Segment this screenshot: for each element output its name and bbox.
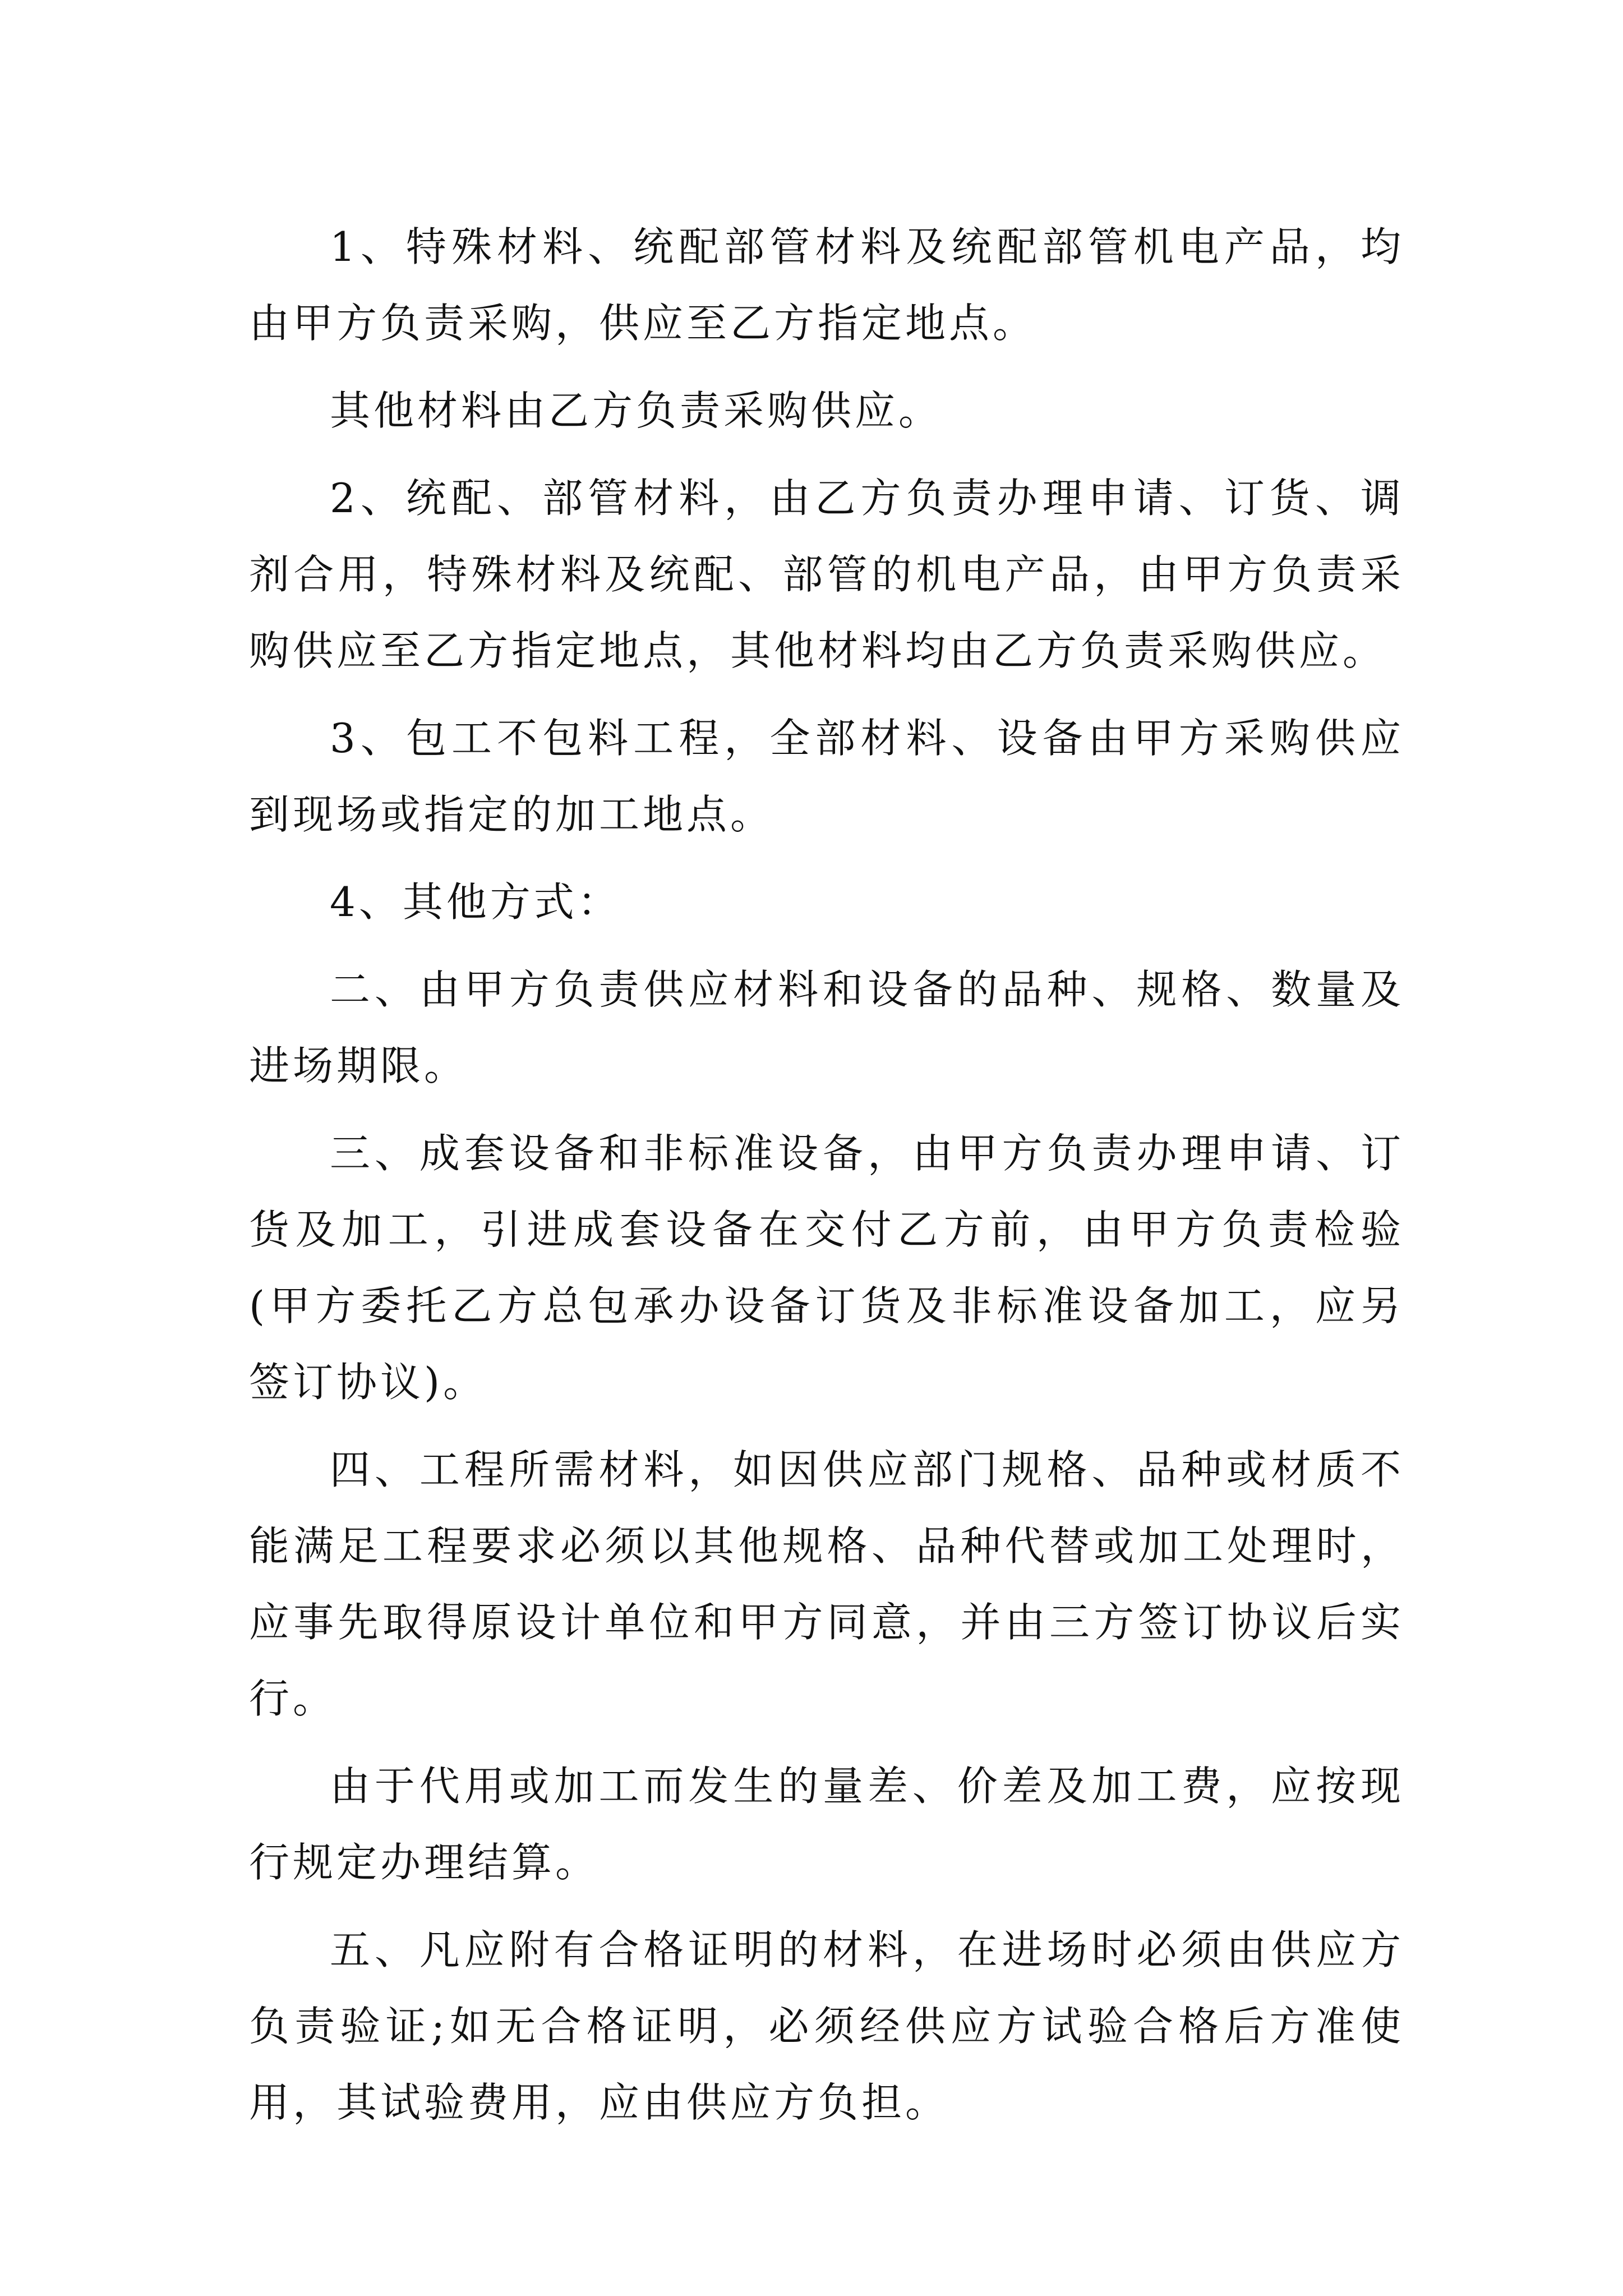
paragraph-other-materials: 其他材料由乙方负责采购供应。 bbox=[330, 387, 943, 434]
paragraph-section-5-certification: 五、凡应附有合格证明的材料，在进场时必须由供应方负责验证;如无合格证明，必须经供应方试验合格后方准使用，其试验费用，应由供应方负担。 bbox=[249, 1926, 1404, 2126]
paragraph-settlement: 由于代用或加工而发生的量差、价差及加工费，应按现行规定办理结算。 bbox=[249, 1763, 1404, 1886]
paragraph-section-2-supply-specs: 二、由甲方负责供应材料和设备的品种、规格、数量及进场期限。 bbox=[249, 966, 1404, 1089]
paragraph-item-3-labor-only: 3、包工不包料工程，全部材料、设备由甲方采购供应到现场或指定的加工地点。 bbox=[249, 715, 1404, 838]
document-body bbox=[249, 209, 1404, 2152]
paragraph-section-4-substitution: 四、工程所需材料，如因供应部门规格、品种或材质不能满足工程要求必须以其他规格、品种代替或加工处理时，应事先取得原设计单位和甲方同意，并由三方签订协议后实行。 bbox=[249, 1446, 1404, 1722]
paragraph-section-3-equipment: 三、成套设备和非标准设备，由甲方负责办理申请、订货及加工，引进成套设备在交付乙方前，由甲方负责检验(甲方委托乙方总包承办设备订货及非标准设备加工，应另签订协议)。 bbox=[249, 1130, 1404, 1406]
paragraph-item-1-special-materials: 1、特殊材料、统配部管材料及统配部管机电产品，均由甲方负责采购，供应至乙方指定地点。 bbox=[249, 223, 1404, 347]
paragraph-item-2-allocated-materials: 2、统配、部管材料，由乙方负责办理申请、订货、调剂合用，特殊材料及统配、部管的机电产品，由甲方负责采购供应至乙方指定地点，其他材料均由乙方负责采购供应。 bbox=[249, 475, 1404, 674]
paragraph-item-4-other-methods: 4、其他方式： bbox=[330, 878, 621, 926]
